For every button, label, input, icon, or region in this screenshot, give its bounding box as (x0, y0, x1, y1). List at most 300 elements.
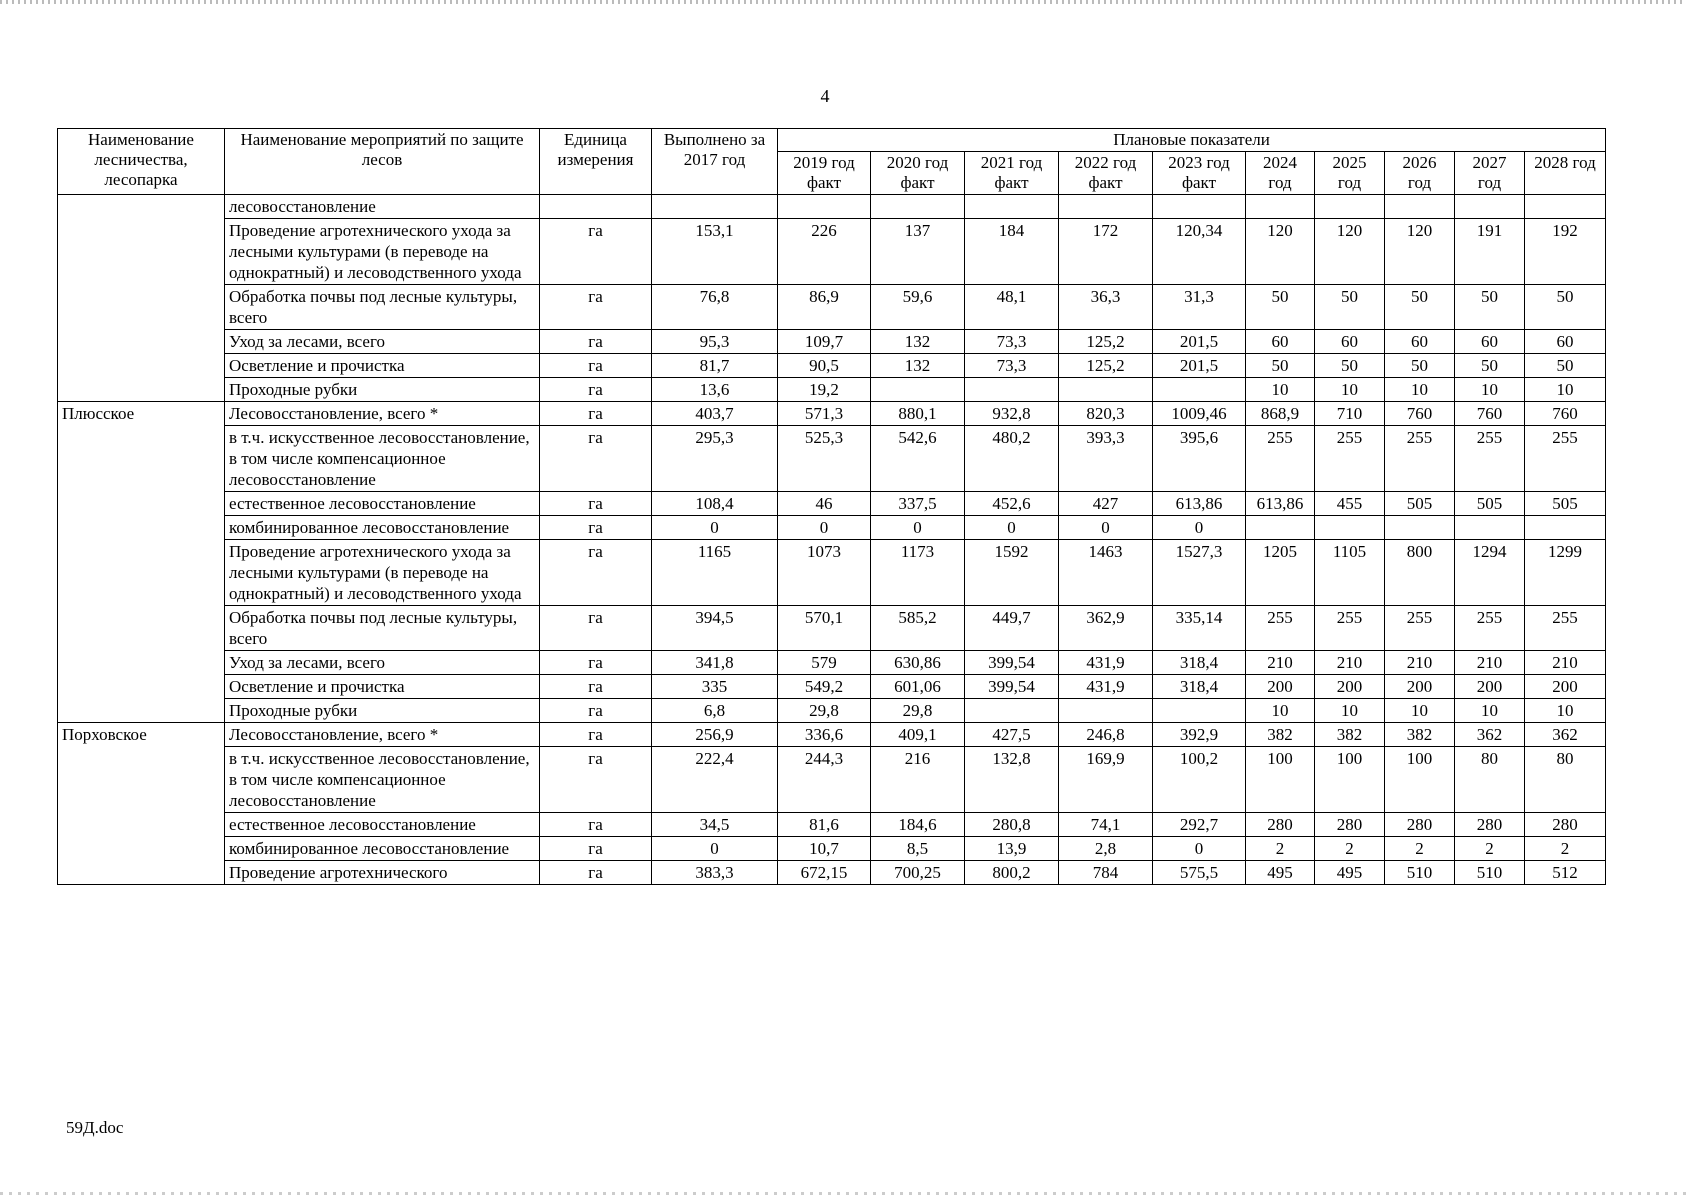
done-2017-cell: 222,4 (652, 747, 778, 813)
value-cell: 192 (1525, 219, 1606, 285)
value-cell: 36,3 (1059, 285, 1153, 330)
value-cell: 120 (1246, 219, 1315, 285)
value-cell: 19,2 (778, 378, 871, 402)
table-row (58, 516, 1606, 540)
activity-cell: Проведение агротехнического ухода за лесными культурами (в переводе на однократный) и лесоводственного ухода (225, 540, 540, 606)
value-cell: 579 (778, 651, 871, 675)
activity-cell: в т.ч. искусственное лесовосстановление, в том числе компенсационное лесовосстановление (225, 426, 540, 492)
value-cell: 132,8 (965, 747, 1059, 813)
value-cell: 120 (1385, 219, 1455, 285)
value-cell: 50 (1385, 354, 1455, 378)
value-cell: 216 (871, 747, 965, 813)
table-row (58, 195, 1606, 219)
value-cell: 409,1 (871, 723, 965, 747)
value-cell: 50 (1246, 285, 1315, 330)
value-cell (965, 378, 1059, 402)
value-cell: 50 (1246, 354, 1315, 378)
value-cell: 318,4 (1153, 675, 1246, 699)
value-cell: 100 (1315, 747, 1385, 813)
activity-cell: Уход за лесами, всего (225, 330, 540, 354)
value-cell: 200 (1315, 675, 1385, 699)
value-cell: 0 (1153, 837, 1246, 861)
done-2017-cell: 76,8 (652, 285, 778, 330)
value-cell: 60 (1455, 330, 1525, 354)
activity-cell: естественное лесовосстановление (225, 492, 540, 516)
header-org: Наименование лесничества, лесопарка (58, 129, 225, 195)
value-cell: 2 (1246, 837, 1315, 861)
table-row (58, 723, 1606, 747)
value-cell: 571,3 (778, 402, 871, 426)
value-cell: 505 (1385, 492, 1455, 516)
value-cell (1059, 195, 1153, 219)
value-cell (965, 195, 1059, 219)
value-cell: 255 (1315, 426, 1385, 492)
value-cell: 255 (1525, 426, 1606, 492)
value-cell: 0 (778, 516, 871, 540)
value-cell: 1463 (1059, 540, 1153, 606)
activity-cell: Лесовосстановление, всего * (225, 402, 540, 426)
activity-cell: естественное лесовосстановление (225, 813, 540, 837)
value-cell: 760 (1525, 402, 1606, 426)
done-2017-cell: 295,3 (652, 426, 778, 492)
value-cell: 0 (1059, 516, 1153, 540)
activity-cell: Проведение агротехнического ухода за лесными культурами (в переводе на однократный) и лесоводственного ухода (225, 219, 540, 285)
value-cell (871, 378, 965, 402)
value-cell: 542,6 (871, 426, 965, 492)
value-cell (1246, 516, 1315, 540)
table-row (58, 747, 1606, 813)
footer-filename: 59Д.doc (66, 1118, 124, 1137)
value-cell: 512 (1525, 861, 1606, 885)
value-cell: 169,9 (1059, 747, 1153, 813)
value-cell (1385, 516, 1455, 540)
value-cell: 210 (1385, 651, 1455, 675)
value-cell: 60 (1315, 330, 1385, 354)
unit-cell: га (540, 378, 652, 402)
value-cell: 613,86 (1153, 492, 1246, 516)
value-cell: 10 (1385, 378, 1455, 402)
done-2017-cell (652, 195, 778, 219)
value-cell: 0 (871, 516, 965, 540)
value-cell: 200 (1525, 675, 1606, 699)
value-cell: 60 (1246, 330, 1315, 354)
header-year: 2020 год факт (871, 152, 965, 195)
value-cell: 120,34 (1153, 219, 1246, 285)
value-cell: 427,5 (965, 723, 1059, 747)
value-cell: 255 (1315, 606, 1385, 651)
header-year: 2022 год факт (1059, 152, 1153, 195)
table-row (58, 378, 1606, 402)
org-cell (58, 195, 225, 402)
value-cell: 86,9 (778, 285, 871, 330)
value-cell: 246,8 (1059, 723, 1153, 747)
activity-cell: Лесовосстановление, всего * (225, 723, 540, 747)
value-cell: 480,2 (965, 426, 1059, 492)
unit-cell: га (540, 747, 652, 813)
unit-cell: га (540, 837, 652, 861)
unit-cell: га (540, 675, 652, 699)
value-cell: 395,6 (1153, 426, 1246, 492)
value-cell (1385, 195, 1455, 219)
value-cell: 1173 (871, 540, 965, 606)
header-done: Выполнено за 2017 год (652, 129, 778, 195)
unit-cell: га (540, 492, 652, 516)
activity-cell: Осветление и прочистка (225, 675, 540, 699)
value-cell (1525, 195, 1606, 219)
value-cell: 399,54 (965, 675, 1059, 699)
value-cell: 318,4 (1153, 651, 1246, 675)
table-row (58, 837, 1606, 861)
value-cell: 172 (1059, 219, 1153, 285)
activity-cell: Уход за лесами, всего (225, 651, 540, 675)
table-row (58, 606, 1606, 651)
value-cell: 10 (1315, 378, 1385, 402)
value-cell: 431,9 (1059, 675, 1153, 699)
value-cell (1059, 378, 1153, 402)
table-row (58, 219, 1606, 285)
done-2017-cell: 153,1 (652, 219, 778, 285)
value-cell: 210 (1315, 651, 1385, 675)
value-cell (1246, 195, 1315, 219)
value-cell: 280 (1246, 813, 1315, 837)
value-cell: 800 (1385, 540, 1455, 606)
value-cell: 505 (1525, 492, 1606, 516)
unit-cell: га (540, 516, 652, 540)
value-cell: 29,8 (778, 699, 871, 723)
value-cell: 0 (1153, 516, 1246, 540)
value-cell: 10 (1455, 699, 1525, 723)
value-cell (1153, 195, 1246, 219)
value-cell: 201,5 (1153, 330, 1246, 354)
table-row (58, 813, 1606, 837)
value-cell: 10 (1246, 699, 1315, 723)
unit-cell: га (540, 699, 652, 723)
value-cell: 10 (1246, 378, 1315, 402)
unit-cell: га (540, 540, 652, 606)
value-cell: 10 (1455, 378, 1525, 402)
table-row (58, 402, 1606, 426)
value-cell: 336,6 (778, 723, 871, 747)
org-cell: Порховское (58, 723, 225, 885)
value-cell: 50 (1525, 285, 1606, 330)
value-cell: 80 (1525, 747, 1606, 813)
value-cell: 510 (1385, 861, 1455, 885)
value-cell: 29,8 (871, 699, 965, 723)
org-cell: Плюсское (58, 402, 225, 723)
value-cell: 210 (1455, 651, 1525, 675)
unit-cell: га (540, 219, 652, 285)
value-cell: 362 (1525, 723, 1606, 747)
value-cell: 10 (1315, 699, 1385, 723)
scan-edge-top (0, 0, 1686, 4)
value-cell: 226 (778, 219, 871, 285)
done-2017-cell: 6,8 (652, 699, 778, 723)
value-cell: 50 (1455, 354, 1525, 378)
value-cell: 255 (1385, 426, 1455, 492)
value-cell: 585,2 (871, 606, 965, 651)
unit-cell: га (540, 354, 652, 378)
unit-cell: га (540, 861, 652, 885)
value-cell: 672,15 (778, 861, 871, 885)
value-cell: 90,5 (778, 354, 871, 378)
value-cell: 382 (1246, 723, 1315, 747)
done-2017-cell: 108,4 (652, 492, 778, 516)
done-2017-cell: 335 (652, 675, 778, 699)
value-cell: 700,25 (871, 861, 965, 885)
value-cell: 132 (871, 354, 965, 378)
value-cell: 505 (1455, 492, 1525, 516)
value-cell: 362,9 (1059, 606, 1153, 651)
value-cell: 10 (1525, 699, 1606, 723)
value-cell: 244,3 (778, 747, 871, 813)
table-row (58, 492, 1606, 516)
value-cell: 630,86 (871, 651, 965, 675)
header-year: 2028 год (1525, 152, 1606, 195)
value-cell: 292,7 (1153, 813, 1246, 837)
done-2017-cell: 341,8 (652, 651, 778, 675)
value-cell: 1105 (1315, 540, 1385, 606)
value-cell: 60 (1385, 330, 1455, 354)
value-cell: 31,3 (1153, 285, 1246, 330)
header-activity: Наименование мероприятий по защите лесов (225, 129, 540, 195)
table-row (58, 699, 1606, 723)
done-2017-cell: 1165 (652, 540, 778, 606)
value-cell (1315, 195, 1385, 219)
value-cell: 201,5 (1153, 354, 1246, 378)
unit-cell: га (540, 723, 652, 747)
value-cell: 2,8 (1059, 837, 1153, 861)
value-cell: 73,3 (965, 354, 1059, 378)
value-cell: 280,8 (965, 813, 1059, 837)
unit-cell: га (540, 813, 652, 837)
done-2017-cell: 13,6 (652, 378, 778, 402)
value-cell: 60 (1525, 330, 1606, 354)
value-cell: 613,86 (1246, 492, 1315, 516)
value-cell: 50 (1455, 285, 1525, 330)
value-cell: 100 (1246, 747, 1315, 813)
value-cell: 820,3 (1059, 402, 1153, 426)
done-2017-cell: 256,9 (652, 723, 778, 747)
header-year: 2019 год факт (778, 152, 871, 195)
value-cell: 184,6 (871, 813, 965, 837)
value-cell (965, 699, 1059, 723)
value-cell: 382 (1385, 723, 1455, 747)
value-cell: 455 (1315, 492, 1385, 516)
value-cell: 280 (1315, 813, 1385, 837)
value-cell: 280 (1525, 813, 1606, 837)
done-2017-cell: 0 (652, 516, 778, 540)
value-cell: 255 (1246, 426, 1315, 492)
header-year: 2026 год (1385, 152, 1455, 195)
header-year: 2021 год факт (965, 152, 1059, 195)
value-cell: 392,9 (1153, 723, 1246, 747)
value-cell: 210 (1246, 651, 1315, 675)
value-cell: 760 (1385, 402, 1455, 426)
value-cell: 132 (871, 330, 965, 354)
value-cell: 784 (1059, 861, 1153, 885)
value-cell: 335,14 (1153, 606, 1246, 651)
header-year: 2027 год (1455, 152, 1525, 195)
value-cell: 431,9 (1059, 651, 1153, 675)
value-cell: 280 (1455, 813, 1525, 837)
activity-cell: Проходные рубки (225, 378, 540, 402)
value-cell: 760 (1455, 402, 1525, 426)
value-cell: 1205 (1246, 540, 1315, 606)
value-cell: 337,5 (871, 492, 965, 516)
table-row (58, 426, 1606, 492)
table-row (58, 330, 1606, 354)
value-cell: 575,5 (1153, 861, 1246, 885)
value-cell (1455, 195, 1525, 219)
activity-cell: Проведение агротехнического (225, 861, 540, 885)
value-cell: 200 (1455, 675, 1525, 699)
unit-cell: га (540, 426, 652, 492)
table-row (58, 285, 1606, 330)
value-cell: 73,3 (965, 330, 1059, 354)
value-cell: 125,2 (1059, 330, 1153, 354)
value-cell: 2 (1525, 837, 1606, 861)
value-cell: 932,8 (965, 402, 1059, 426)
activity-cell: Обработка почвы под лесные культуры, всего (225, 285, 540, 330)
value-cell (871, 195, 965, 219)
table-row (58, 354, 1606, 378)
value-cell (1455, 516, 1525, 540)
value-cell: 120 (1315, 219, 1385, 285)
value-cell: 10,7 (778, 837, 871, 861)
value-cell: 362 (1455, 723, 1525, 747)
value-cell: 48,1 (965, 285, 1059, 330)
value-cell: 255 (1246, 606, 1315, 651)
activity-cell: Обработка почвы под лесные культуры, всего (225, 606, 540, 651)
activity-cell: в т.ч. искусственное лесовосстановление, в том числе компенсационное лесовосстановление (225, 747, 540, 813)
value-cell: 200 (1246, 675, 1315, 699)
value-cell: 1299 (1525, 540, 1606, 606)
value-cell: 1527,3 (1153, 540, 1246, 606)
activity-cell: Осветление и прочистка (225, 354, 540, 378)
value-cell: 495 (1246, 861, 1315, 885)
value-cell: 255 (1455, 426, 1525, 492)
unit-cell: га (540, 651, 652, 675)
value-cell: 427 (1059, 492, 1153, 516)
value-cell: 1294 (1455, 540, 1525, 606)
header-plan: Плановые показатели (778, 129, 1606, 152)
value-cell: 10 (1525, 378, 1606, 402)
done-2017-cell: 95,3 (652, 330, 778, 354)
done-2017-cell: 81,7 (652, 354, 778, 378)
value-cell: 449,7 (965, 606, 1059, 651)
value-cell: 393,3 (1059, 426, 1153, 492)
value-cell: 549,2 (778, 675, 871, 699)
value-cell: 50 (1385, 285, 1455, 330)
value-cell: 137 (871, 219, 965, 285)
value-cell (778, 195, 871, 219)
forest-activities-table (57, 128, 1606, 885)
unit-cell: га (540, 285, 652, 330)
value-cell: 191 (1455, 219, 1525, 285)
value-cell: 510 (1455, 861, 1525, 885)
value-cell (1315, 516, 1385, 540)
value-cell: 452,6 (965, 492, 1059, 516)
value-cell: 50 (1315, 285, 1385, 330)
value-cell: 10 (1385, 699, 1455, 723)
table-row (58, 651, 1606, 675)
table-row (58, 540, 1606, 606)
value-cell: 2 (1315, 837, 1385, 861)
table-row (58, 861, 1606, 885)
activity-cell: лесовосстановление (225, 195, 540, 219)
value-cell: 382 (1315, 723, 1385, 747)
value-cell: 59,6 (871, 285, 965, 330)
header-year: 2024 год (1246, 152, 1315, 195)
value-cell (1153, 378, 1246, 402)
value-cell: 800,2 (965, 861, 1059, 885)
table-body (58, 195, 1606, 885)
done-2017-cell: 0 (652, 837, 778, 861)
header-year: 2023 год факт (1153, 152, 1246, 195)
activity-cell: Проходные рубки (225, 699, 540, 723)
value-cell: 255 (1385, 606, 1455, 651)
unit-cell: га (540, 402, 652, 426)
value-cell: 109,7 (778, 330, 871, 354)
value-cell: 50 (1525, 354, 1606, 378)
value-cell: 46 (778, 492, 871, 516)
value-cell: 8,5 (871, 837, 965, 861)
value-cell (1525, 516, 1606, 540)
value-cell: 2 (1385, 837, 1455, 861)
header-year: 2025 год (1315, 152, 1385, 195)
activity-cell: комбинированное лесовосстановление (225, 516, 540, 540)
done-2017-cell: 383,3 (652, 861, 778, 885)
header-unit: Единица измерения (540, 129, 652, 195)
value-cell: 525,3 (778, 426, 871, 492)
value-cell: 50 (1315, 354, 1385, 378)
value-cell: 0 (965, 516, 1059, 540)
value-cell: 2 (1455, 837, 1525, 861)
value-cell: 125,2 (1059, 354, 1153, 378)
done-2017-cell: 403,7 (652, 402, 778, 426)
value-cell: 80 (1455, 747, 1525, 813)
value-cell: 200 (1385, 675, 1455, 699)
value-cell: 1592 (965, 540, 1059, 606)
done-2017-cell: 34,5 (652, 813, 778, 837)
value-cell: 570,1 (778, 606, 871, 651)
value-cell: 1073 (778, 540, 871, 606)
unit-cell: га (540, 606, 652, 651)
activity-cell: комбинированное лесовосстановление (225, 837, 540, 861)
value-cell: 710 (1315, 402, 1385, 426)
table-row (58, 675, 1606, 699)
value-cell: 399,54 (965, 651, 1059, 675)
scan-edge-bottom (0, 1192, 1686, 1195)
value-cell: 255 (1455, 606, 1525, 651)
done-2017-cell: 394,5 (652, 606, 778, 651)
value-cell: 601,06 (871, 675, 965, 699)
value-cell (1059, 699, 1153, 723)
value-cell: 210 (1525, 651, 1606, 675)
value-cell: 13,9 (965, 837, 1059, 861)
value-cell: 255 (1525, 606, 1606, 651)
value-cell: 1009,46 (1153, 402, 1246, 426)
unit-cell (540, 195, 652, 219)
value-cell: 100 (1385, 747, 1455, 813)
value-cell: 81,6 (778, 813, 871, 837)
value-cell: 495 (1315, 861, 1385, 885)
value-cell: 100,2 (1153, 747, 1246, 813)
value-cell: 880,1 (871, 402, 965, 426)
value-cell (1153, 699, 1246, 723)
page-number: 4 (820, 86, 830, 106)
unit-cell: га (540, 330, 652, 354)
